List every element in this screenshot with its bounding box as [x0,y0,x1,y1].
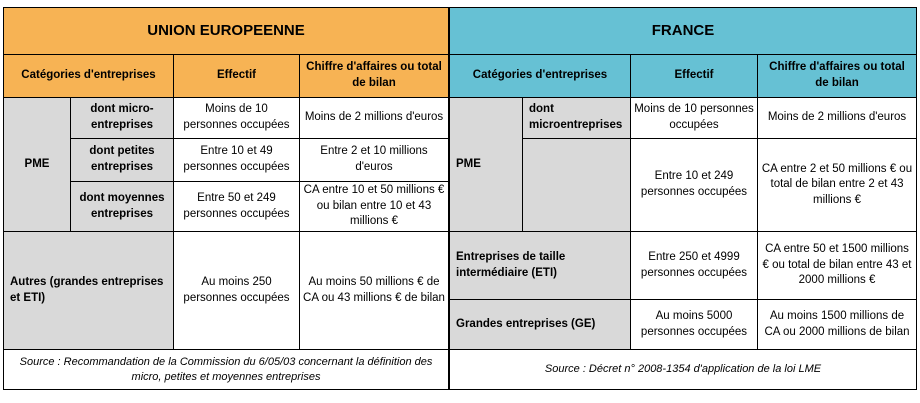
eu-pme-label: PME [4,98,71,232]
fr-ca-cell: Moins de 2 millions d'euros [758,98,917,139]
eu-header-effectif: Effectif [174,55,300,98]
eu-header-categories: Catégories d'entreprises [4,55,174,98]
fr-header-categories: Catégories d'entreprises [450,55,631,98]
eu-effectif-cell: Entre 10 et 49 personnes occupées [174,139,300,182]
eu-source-row [4,350,449,390]
eu-header-row [4,55,449,98]
fr-title: FRANCE [450,8,917,55]
eu-effectif-cell: Au moins 250 personnes occupées [174,232,300,350]
eu-ca-cell: Entre 2 et 10 millions d'euros [300,139,449,182]
table-row [450,232,917,300]
fr-sub-category: dont microentreprises [523,98,631,139]
eu-header-ca: Chiffre d'affaires ou total de bilan [300,55,449,98]
eu-effectif-cell: Moins de 10 personnes occupées [174,98,300,139]
fr-title-row [450,8,917,55]
eu-ca-cell: Au moins 50 millions € de CA ou 43 millions € de bilan [300,232,449,350]
table-row [4,139,449,182]
eu-title: UNION EUROPEENNE [4,8,449,55]
eu-ca-cell: Moins de 2 millions d'euros [300,98,449,139]
fr-pme-label: PME [450,98,523,232]
eu-autres-label: Autres (grandes entreprises et ETI) [4,232,174,350]
eu-sub-category: dont petites entreprises [71,139,174,182]
france-table [449,7,917,390]
table-row [4,232,449,350]
fr-ca-cell: Au moins 1500 millions de CA ou 2000 millions de bilan [758,300,917,350]
table-row [4,98,449,139]
fr-effectif-cell: Au moins 5000 personnes occupées [631,300,758,350]
eu-sub-category: dont micro-entreprises [71,98,174,139]
fr-header-row [450,55,917,98]
eu-table [3,7,449,390]
fr-ge-label: Grandes entreprises (GE) [450,300,631,350]
fr-effectif-cell: Entre 250 et 4999 personnes occupées [631,232,758,300]
fr-effectif-cell: Entre 10 et 249 personnes occupées [631,139,758,232]
fr-header-effectif: Effectif [631,55,758,98]
eu-effectif-cell: Entre 50 et 249 personnes occupées [174,182,300,232]
fr-sub-category-empty [523,139,631,232]
fr-effectif-cell: Moins de 10 personnes occupées [631,98,758,139]
eu-sub-category: dont moyennes entreprises [71,182,174,232]
fr-eti-label: Entreprises de taille intermédiaire (ETI) [450,232,631,300]
table-row [450,98,917,139]
fr-ca-cell: CA entre 2 et 50 millions € ou total de bilan entre 2 et 43 millions € [758,139,917,232]
table-row [450,300,917,350]
fr-ca-cell: CA entre 50 et 1500 millions € ou total de bilan entre 43 et 2000 millions € [758,232,917,300]
eu-ca-cell: CA entre 10 et 50 millions € ou bilan entre 10 et 43 millions € [300,182,449,232]
fr-source-row [450,350,917,390]
fr-source: Source : Décret n° 2008-1354 d'application de la loi LME [450,350,917,390]
table-row [4,182,449,232]
fr-header-ca: Chiffre d'affaires ou total de bilan [758,55,917,98]
eu-source: Source : Recommandation de la Commission du 6/05/03 concernant la définition des micro, petites et moyennes entreprises [4,350,449,390]
eu-title-row [4,8,449,55]
